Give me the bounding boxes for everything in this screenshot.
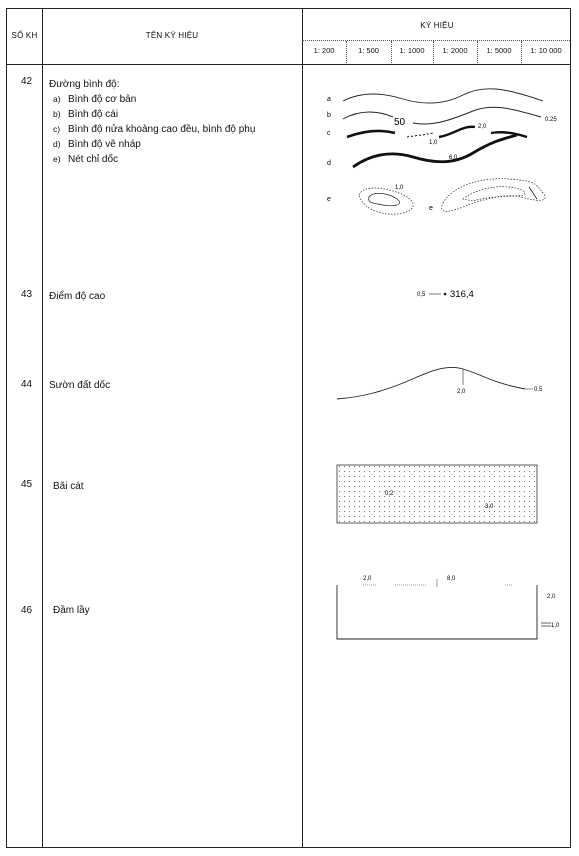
steep-slope-symbol — [337, 367, 543, 399]
contour-line-basic — [343, 89, 543, 103]
contour-dim: 0.25 — [545, 117, 557, 123]
scale-label: 1: 10 000 — [530, 46, 562, 55]
swamp-dim: 2,0 — [363, 576, 372, 582]
symbol-letter: a — [327, 96, 331, 103]
swamp-dim: 2,0 — [547, 594, 556, 600]
contour-symbol — [327, 89, 557, 214]
slope-contour — [442, 179, 546, 212]
header-symbol: KÝ HIỆU — [420, 21, 454, 30]
sub-item: c) Bình độ nửa khoảng cao đều, bình độ phụ — [53, 124, 256, 135]
sand-area — [337, 465, 537, 523]
scale-label: 1: 200 — [313, 46, 335, 55]
contour-dim: 2,0 — [478, 124, 487, 130]
slope-line — [337, 367, 525, 399]
row-name: Đầm lầy — [53, 605, 90, 616]
header-name: TÊN KÝ HIỆU — [145, 31, 199, 40]
elevation-point-symbol — [417, 289, 474, 300]
row-name: Bãi cát — [53, 481, 84, 492]
swamp-dim: 1,0 — [551, 623, 560, 629]
sub-item: d) Bình độ vẽ nháp — [53, 139, 141, 150]
slope-dim: 0.5 — [534, 387, 543, 393]
header-number: SỐ KH — [11, 31, 38, 40]
row-name: Sườn đất dốc — [49, 380, 111, 391]
slope-dim: 2,0 — [457, 389, 466, 395]
sub-item: e) Nét chỉ dốc — [53, 154, 119, 165]
contour-line-half — [407, 133, 433, 137]
symbol-letter: d — [327, 160, 331, 167]
scale-label: 1: 500 — [358, 46, 379, 55]
row-title: Đường bình độ: — [49, 79, 120, 90]
swamp-symbol — [337, 576, 560, 639]
contour-label: 50 — [394, 117, 406, 128]
scale-label: 1: 1000 — [399, 46, 425, 55]
contour-line-index — [343, 107, 541, 124]
sand-dim: 3,0 — [485, 504, 494, 510]
contour-dim: 6,0 — [449, 155, 458, 161]
swamp-outline — [337, 585, 537, 639]
sub-item: b) Bình độ cái — [53, 109, 119, 120]
symbol-letter: e — [429, 205, 433, 212]
sand-symbol — [337, 465, 537, 523]
row-number: 44 — [20, 379, 33, 390]
swamp-dim: 8,0 — [447, 576, 456, 582]
row-number: 45 — [20, 479, 33, 490]
symbol-letter: c — [327, 130, 331, 137]
column-divider — [42, 9, 43, 847]
row-number: 43 — [20, 289, 33, 300]
slope-contour — [463, 187, 525, 201]
symbol-letter: e — [327, 196, 331, 203]
scale-label: 1: 5000 — [486, 46, 512, 55]
row-number: 46 — [20, 605, 33, 616]
row-name — [49, 78, 255, 167]
sub-item: a) Bình độ cơ bản — [53, 94, 137, 105]
contour-dim: 1,0 — [395, 185, 404, 191]
scale-label: 1: 2000 — [442, 46, 468, 55]
slope-mark — [529, 187, 537, 199]
symbol-letter: b — [327, 112, 331, 119]
contour-dim: 1,0 — [429, 140, 438, 146]
slope-contour — [369, 193, 400, 205]
row-name: Điểm độ cao — [49, 291, 106, 302]
scale-divider — [302, 40, 570, 41]
symbols-drawing — [303, 65, 571, 847]
symbol-table — [6, 8, 571, 848]
row-number: 42 — [20, 76, 33, 87]
sand-dim: 0,2 — [385, 491, 394, 497]
contour-line-half — [439, 127, 475, 137]
contour-line-half — [347, 131, 395, 137]
slope-contour — [359, 188, 413, 214]
elevation-dim: 0,5 — [417, 292, 426, 298]
elevation-dot — [444, 293, 447, 296]
elevation-value: 316,4 — [450, 289, 474, 300]
